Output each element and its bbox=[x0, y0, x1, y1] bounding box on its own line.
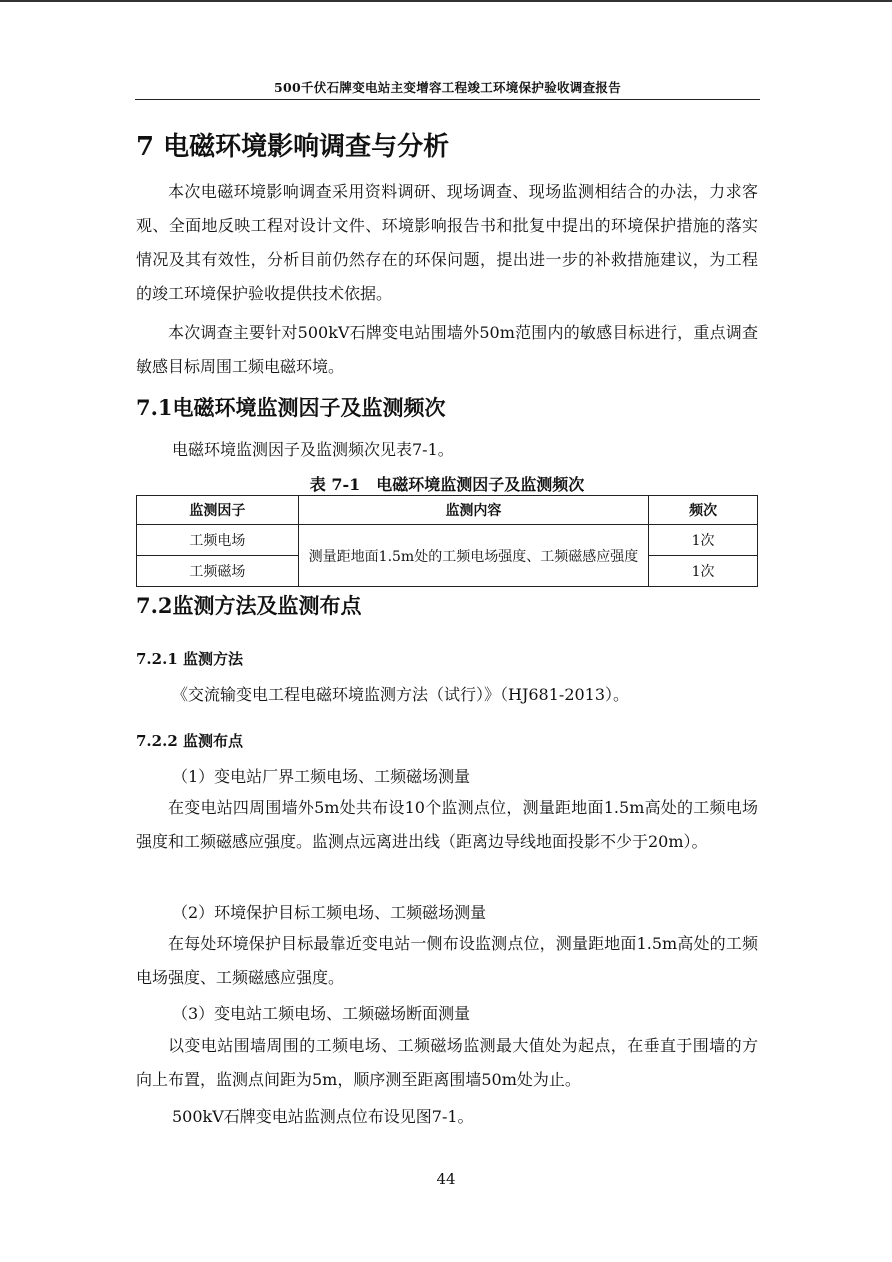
table-header-row bbox=[137, 496, 758, 525]
running-header: 500千伏石牌变电站主变增容工程竣工环境保护验收调查报告 bbox=[274, 80, 621, 95]
page-number: 44 bbox=[436, 1170, 456, 1188]
header-frequency: 频次 bbox=[649, 496, 758, 525]
header-rule bbox=[135, 99, 760, 100]
section-7-heading: 7 电磁环境影响调查与分析 bbox=[136, 132, 450, 162]
item-1-title: （1）变电站厂界工频电场、工频磁场测量 bbox=[172, 767, 471, 786]
item-2-title: （2）环境保护目标工频电场、工频磁场测量 bbox=[172, 903, 487, 922]
section-7-2-heading: 7.2监测方法及监测布点 bbox=[136, 593, 362, 618]
item-3-text: 以变电站围墙周围的工频电场、工频磁场监测最大值处为起点，在垂直于围墙的方向上布置，监测点间距为5m，顺序测至距离围墙50m处为止。 bbox=[136, 1036, 758, 1089]
section-7-paragraph-1: 本次电磁环境影响调查采用资料调研、现场调查、现场监测相结合的办法，力求客观、全面地反映工程对设计文件、环境影响报告书和批复中提出的环境保护措施的落实情况及其有效性，分析目前仍然存在的环保问题，提出进一步的补救措施建议，为工程的竣工环境保护验收提供技术依据。 bbox=[136, 182, 758, 303]
monitoring-table bbox=[136, 495, 758, 587]
frequency-cell: 1次 bbox=[649, 525, 758, 556]
section-7-paragraph-2: 本次调查主要针对500kV石牌变电站围墙外50m范围内的敏感目标进行，重点调查敏感目标周围工频电磁环境。 bbox=[136, 323, 758, 376]
frequency-cell: 1次 bbox=[649, 556, 758, 587]
closing-text: 500kV石牌变电站监测点位布设见图7-1。 bbox=[172, 1107, 474, 1126]
section-7-2-1-heading: 7.2.1 监测方法 bbox=[136, 650, 243, 668]
content-cell: 测量距地面1.5m处的工频电场强度、工频磁感应强度 bbox=[298, 525, 648, 587]
section-7-2-2-heading: 7.2.2 监测布点 bbox=[136, 732, 243, 750]
section-7-1-intro: 电磁环境监测因子及监测频次见表7-1。 bbox=[172, 440, 454, 459]
item-1-text: 在变电站四周围墙外5m处共布设10个监测点位，测量距地面1.5m高处的工频电场强度和工频磁感应强度。监测点远离进出线（距离边导线地面投影不少于20m）。 bbox=[136, 798, 758, 851]
top-border-rule bbox=[0, 0, 892, 2]
item-3-title: （3）变电站工频电场、工频磁场断面测量 bbox=[172, 1004, 471, 1023]
monitoring-method-text: 《交流输变电工程电磁环境监测方法（试行）》（HJ681-2013）。 bbox=[172, 685, 630, 704]
factor-cell: 工频磁场 bbox=[137, 556, 299, 587]
item-2-text: 在每处环境保护目标最靠近变电站一侧布设监测点位，测量距地面1.5m高处的工频电场强度、工频磁感应强度。 bbox=[136, 934, 758, 987]
table-7-1-caption: 表 7-1 电磁环境监测因子及监测频次 bbox=[309, 475, 585, 494]
header-factor: 监测因子 bbox=[137, 496, 299, 525]
section-7-1-heading: 7.1电磁环境监测因子及监测频次 bbox=[136, 395, 446, 420]
table-row bbox=[137, 525, 758, 556]
header-content: 监测内容 bbox=[298, 496, 648, 525]
factor-cell: 工频电场 bbox=[137, 525, 299, 556]
